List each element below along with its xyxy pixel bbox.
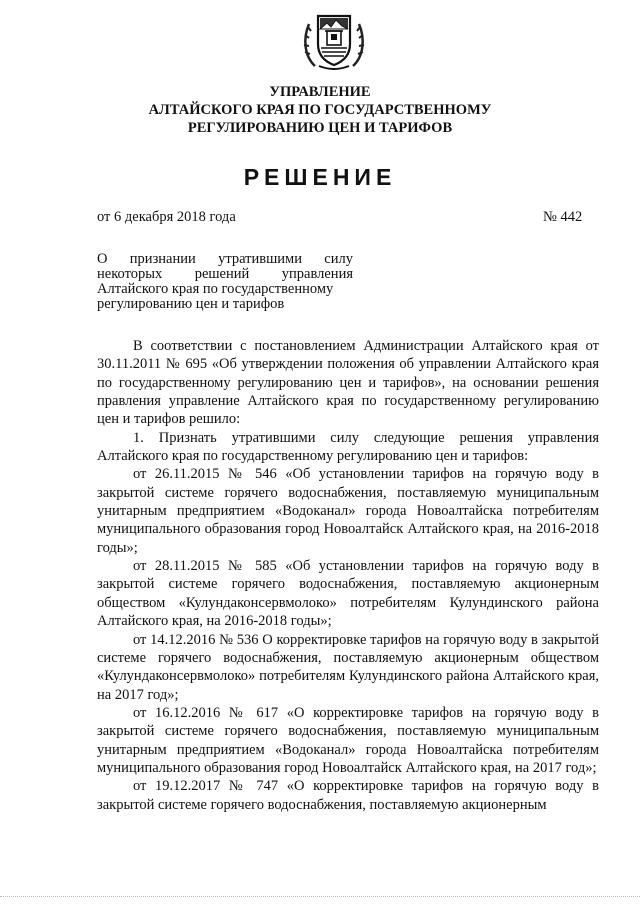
decision-date: от 6 декабря 2018 года [97,209,236,225]
subject-line: некоторых решений управления [97,266,353,282]
subject-line: регулированию цен и тарифов [97,296,285,312]
subject-line: Алтайского края по государственному [97,281,334,297]
preamble-paragraph: В соответствии с постановлением Администрации Алтайского края от 30.11.2011 № 695 «Об утверждении положения об управлении Алтайского края по государственному регулированию цен и тарифов», на основании решения правления управление Алтайского края по государственному регулированию цен и тарифов решило: [97,338,599,428]
authority-name-line-3: РЕГУЛИРОВАНИЮ ЦЕН И ТАРИФОВ [187,120,453,136]
coat-of-arms-emblem [301,4,367,74]
repealed-decision-item: от 28.11.2015 № 585 «Об установлении тарифов на горячую воду в закрытой системе горячего водоснабжения, поставляемую акционерным обществом «Кулундаконсервмолоко» потребителям Кулундинского района Алтайского края, на 2016-2018 годы»; [97,558,599,630]
repealed-decision-item: от 26.11.2015 № 546 «Об установлении тарифов на горячую воду в закрытой системе горячего водоснабжения, поставляемую муниципальным унитарным предприятием «Водоканал» города Новоалтайска потребителям муниципального образования город Новоалтайск Алтайского края, на 2016-2018 годы»; [97,466,599,556]
emblem-icon [301,4,367,74]
decision-number: № 442 [543,209,583,225]
clause-1-paragraph: 1. Признать утратившими силу следующие решения управления Алтайского края по государственному регулированию цен и тарифов: [97,429,599,465]
decision-subject [97,252,353,312]
repealed-decision-item: от 16.12.2016 № 617 «О корректировке тарифов на горячую воду в закрытой системе горячего водоснабжения, поставляемую муниципальным унитарным предприятием «Водоканал» города Новоалтайска потребителям муниципального образования город Новоалтайск Алтайского края, на 2017 год»; [97,704,599,776]
document-type-title: РЕШЕНИЕ [243,164,397,190]
authority-name-line-1: УПРАВЛЕНИЕ [269,84,371,100]
decision-body [97,337,599,814]
page-bottom-divider [0,896,640,897]
repealed-decision-item: от 14.12.2016 № 536 О корректировке тарифов на горячую воду в закрытой системе горячего водоснабжения, поставляемую акционерным обществом «Кулундаконсервмолоко» потребителям Кулундинского района Алтайского края, на 2017 год»; [97,631,599,703]
subject-line: О признании утратившими силу [97,251,353,267]
authority-name-line-2: АЛТАЙСКОГО КРАЯ ПО ГОСУДАРСТВЕННОМУ [148,102,492,118]
repealed-decision-item: от 19.12.2017 № 747 «О корректировке тарифов на горячую воду в закрытой системе горячего водоснабжения, поставляемую акционерным [97,778,599,813]
